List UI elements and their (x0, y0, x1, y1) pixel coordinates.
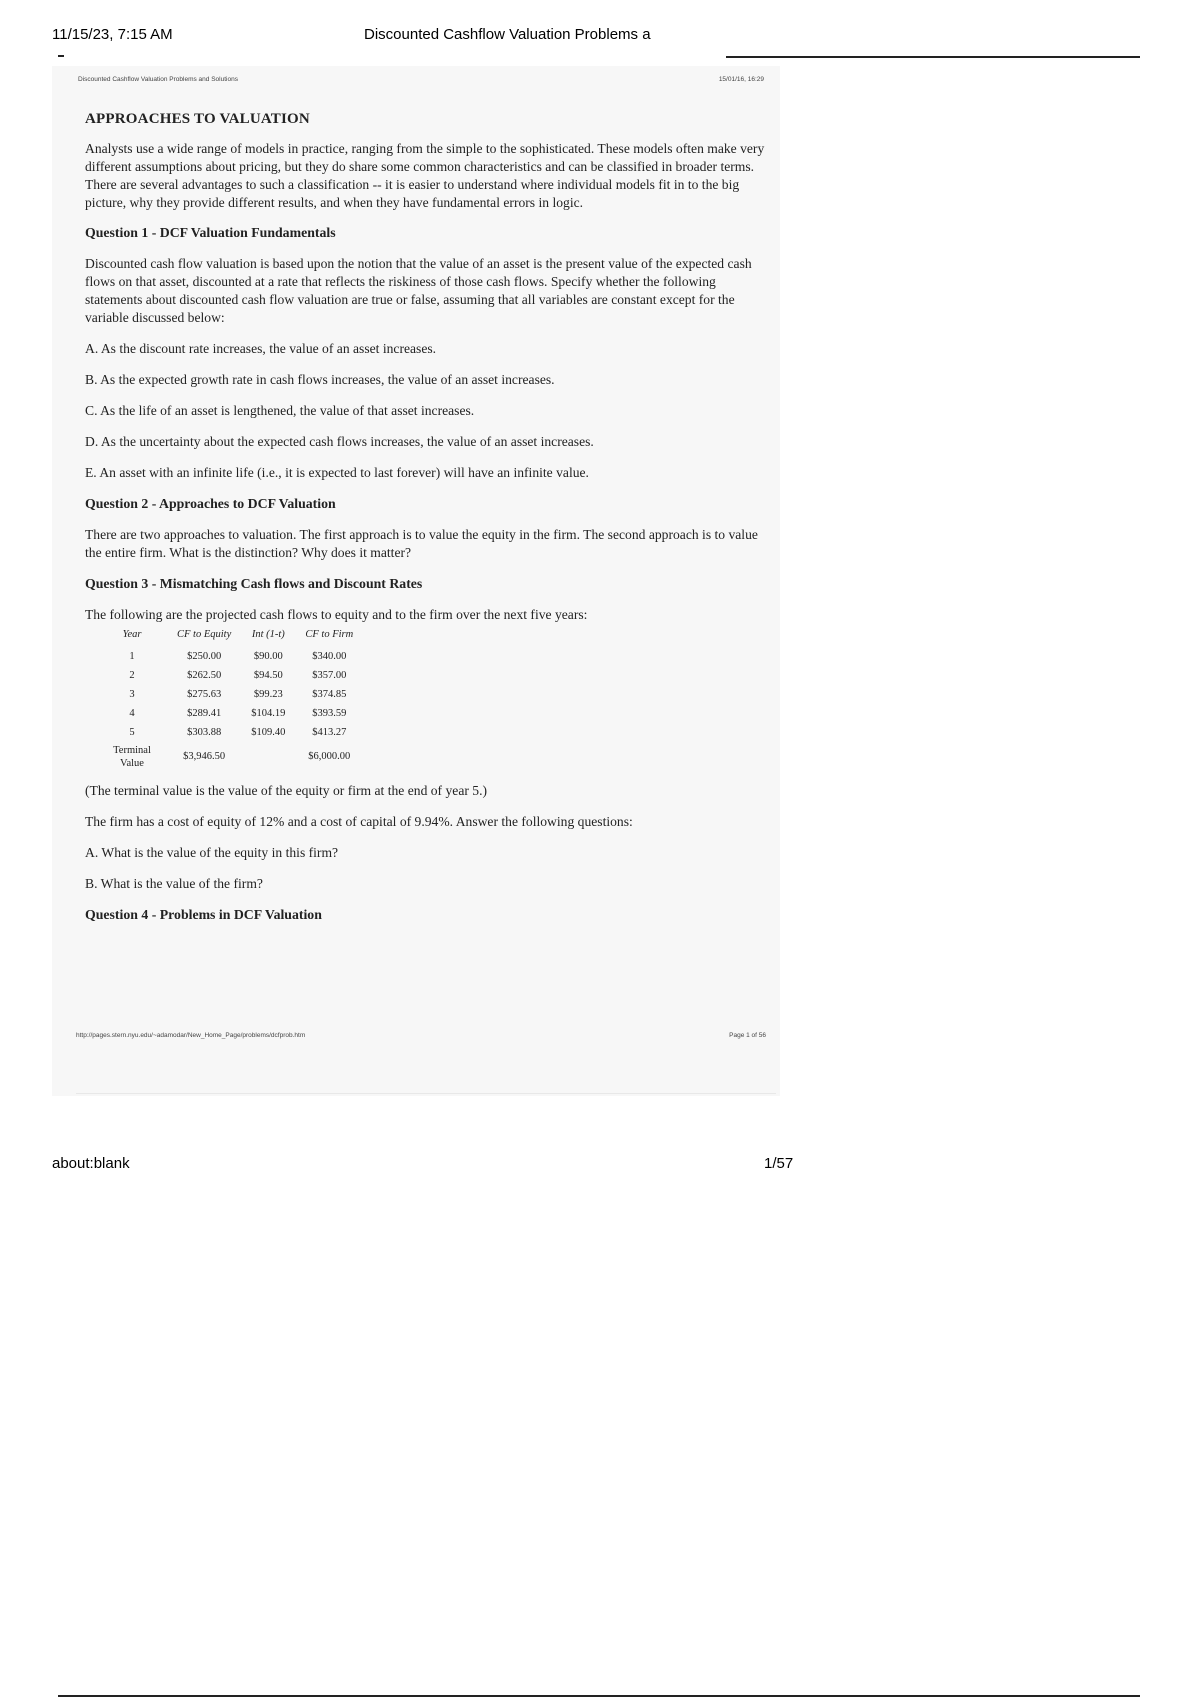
pdf-bottom-rule (76, 1093, 776, 1094)
print-title: Discounted Cashflow Valuation Problems a (364, 26, 651, 43)
table-cell: $104.19 (251, 708, 286, 719)
col-header-cf-equity: CF to Equity (177, 629, 232, 640)
table-cell: 4 (129, 708, 135, 719)
question-1-body: Discounted cash flow valuation is based upon the notion that the value of an asset is the present value of the expected cash flows on that asset, discounted at a rate that reflects the riskiness of those cash flows. Specify whether the following statements about discounted cash flow valuation are true or false, assuming that all variables are constant except for the variable discussed below: (85, 256, 752, 325)
table-cell: $289.41 (187, 708, 222, 719)
cash-flow-table (97, 626, 363, 772)
table-cell: 2 (129, 670, 135, 681)
table-row (97, 648, 363, 667)
header-mark (58, 55, 64, 57)
table-cell: Terminal Value (113, 745, 151, 769)
table-cell: $413.27 (312, 727, 347, 738)
page-heading: APPROACHES TO VALUATION (85, 111, 310, 127)
pdf-footer-url: http://pages.stern.nyu.edu/~adamodar/New_Home_Page/problems/dcfprob.htm (76, 1032, 306, 1039)
question-4-title: Question 4 - Problems in DCF Valuation (85, 907, 322, 922)
table-cell: $357.00 (312, 670, 347, 681)
table-cell: $6,000.00 (308, 751, 351, 762)
intro-paragraph: Analysts use a wide range of models in practice, ranging from the simple to the sophisticated. These models often make very different assumptions about pricing, but they do share some common characteristics and can be classified in broader terms. There are several advantages to such a classification -- it is easier to understand where individual models fit in to the big picture, why they provide different results, and when they have fundamental errors in logic. (85, 141, 765, 210)
table-cell: $262.50 (187, 670, 222, 681)
header-rule (726, 56, 1140, 58)
question-2-body: There are two approaches to valuation. The first approach is to value the equity in the firm. The second approach is to value the entire firm. What is the distinction? Why does it matter? (85, 527, 758, 560)
pdf-running-head (78, 76, 764, 88)
col-header-year: Year (122, 629, 142, 640)
table-cell: $374.85 (312, 689, 347, 700)
table-cell (241, 743, 295, 772)
table-cell: $340.00 (312, 651, 347, 662)
table-cell: $250.00 (187, 651, 222, 662)
bottom-rule (58, 1695, 1140, 1697)
pdf-footer-page: Page 1 of 56 (729, 1032, 766, 1039)
table-cell: $303.88 (187, 727, 222, 738)
running-head-title: Discounted Cashflow Valuation Problems and Solutions (78, 76, 238, 83)
table-cell: $94.50 (253, 670, 283, 681)
table-cell: 1 (129, 651, 135, 662)
table-cell: $90.00 (253, 651, 283, 662)
question-3-lead: The following are the projected cash flows to equity and to the firm over the next five years: (85, 607, 588, 622)
question-3-part-b: B. What is the value of the firm? (85, 876, 263, 891)
pdf-content (85, 110, 765, 937)
table-cell: $393.59 (312, 708, 347, 719)
table-row (97, 705, 363, 724)
table-row (97, 724, 363, 743)
table-row-terminal (97, 743, 363, 772)
print-footer-url: about:blank (52, 1155, 130, 1172)
question-1-item-d: D. As the uncertainty about the expected cash flows increases, the value of an asset increases. (85, 434, 594, 449)
table-cell: $99.23 (253, 689, 283, 700)
table-header-row (97, 626, 363, 648)
col-header-cf-firm: CF to Firm (305, 629, 354, 640)
pdf-footer (76, 1032, 766, 1044)
question-3-part-a: A. What is the value of the equity in this firm? (85, 845, 339, 860)
question-1-item-b: B. As the expected growth rate in cash flows increases, the value of an asset increases. (85, 372, 555, 387)
pdf-page (52, 66, 780, 1096)
table-cell: $3,946.50 (183, 751, 226, 762)
table-cell: $109.40 (251, 727, 286, 738)
question-3-title: Question 3 - Mismatching Cash flows and Discount Rates (85, 576, 423, 591)
running-head-date: 15/01/16, 16:29 (718, 76, 764, 83)
question-1-item-c: C. As the life of an asset is lengthened, the value of that asset increases. (85, 403, 475, 418)
question-1-title: Question 1 - DCF Valuation Fundamentals (85, 225, 336, 240)
print-footer-page: 1/57 (764, 1155, 794, 1172)
table-cell: 3 (129, 689, 135, 700)
cost-of-capital-text: The firm has a cost of equity of 12% and a cost of capital of 9.94%. Answer the following questions: (85, 814, 633, 829)
question-2-title: Question 2 - Approaches to DCF Valuation (85, 496, 336, 511)
question-1-item-a: A. As the discount rate increases, the value of an asset increases. (85, 341, 437, 356)
table-row (97, 667, 363, 686)
terminal-value-note: (The terminal value is the value of the equity or firm at the end of year 5.) (85, 783, 487, 798)
print-header (52, 26, 1142, 50)
table-cell: $275.63 (187, 689, 222, 700)
print-datetime: 11/15/23, 7:15 AM (52, 26, 173, 43)
table-row (97, 686, 363, 705)
question-1-item-e: E. An asset with an infinite life (i.e., it is expected to last forever) will have an infinite value. (85, 465, 589, 480)
col-header-interest: Int (1-t) (251, 629, 285, 640)
table-cell: 5 (129, 727, 135, 738)
